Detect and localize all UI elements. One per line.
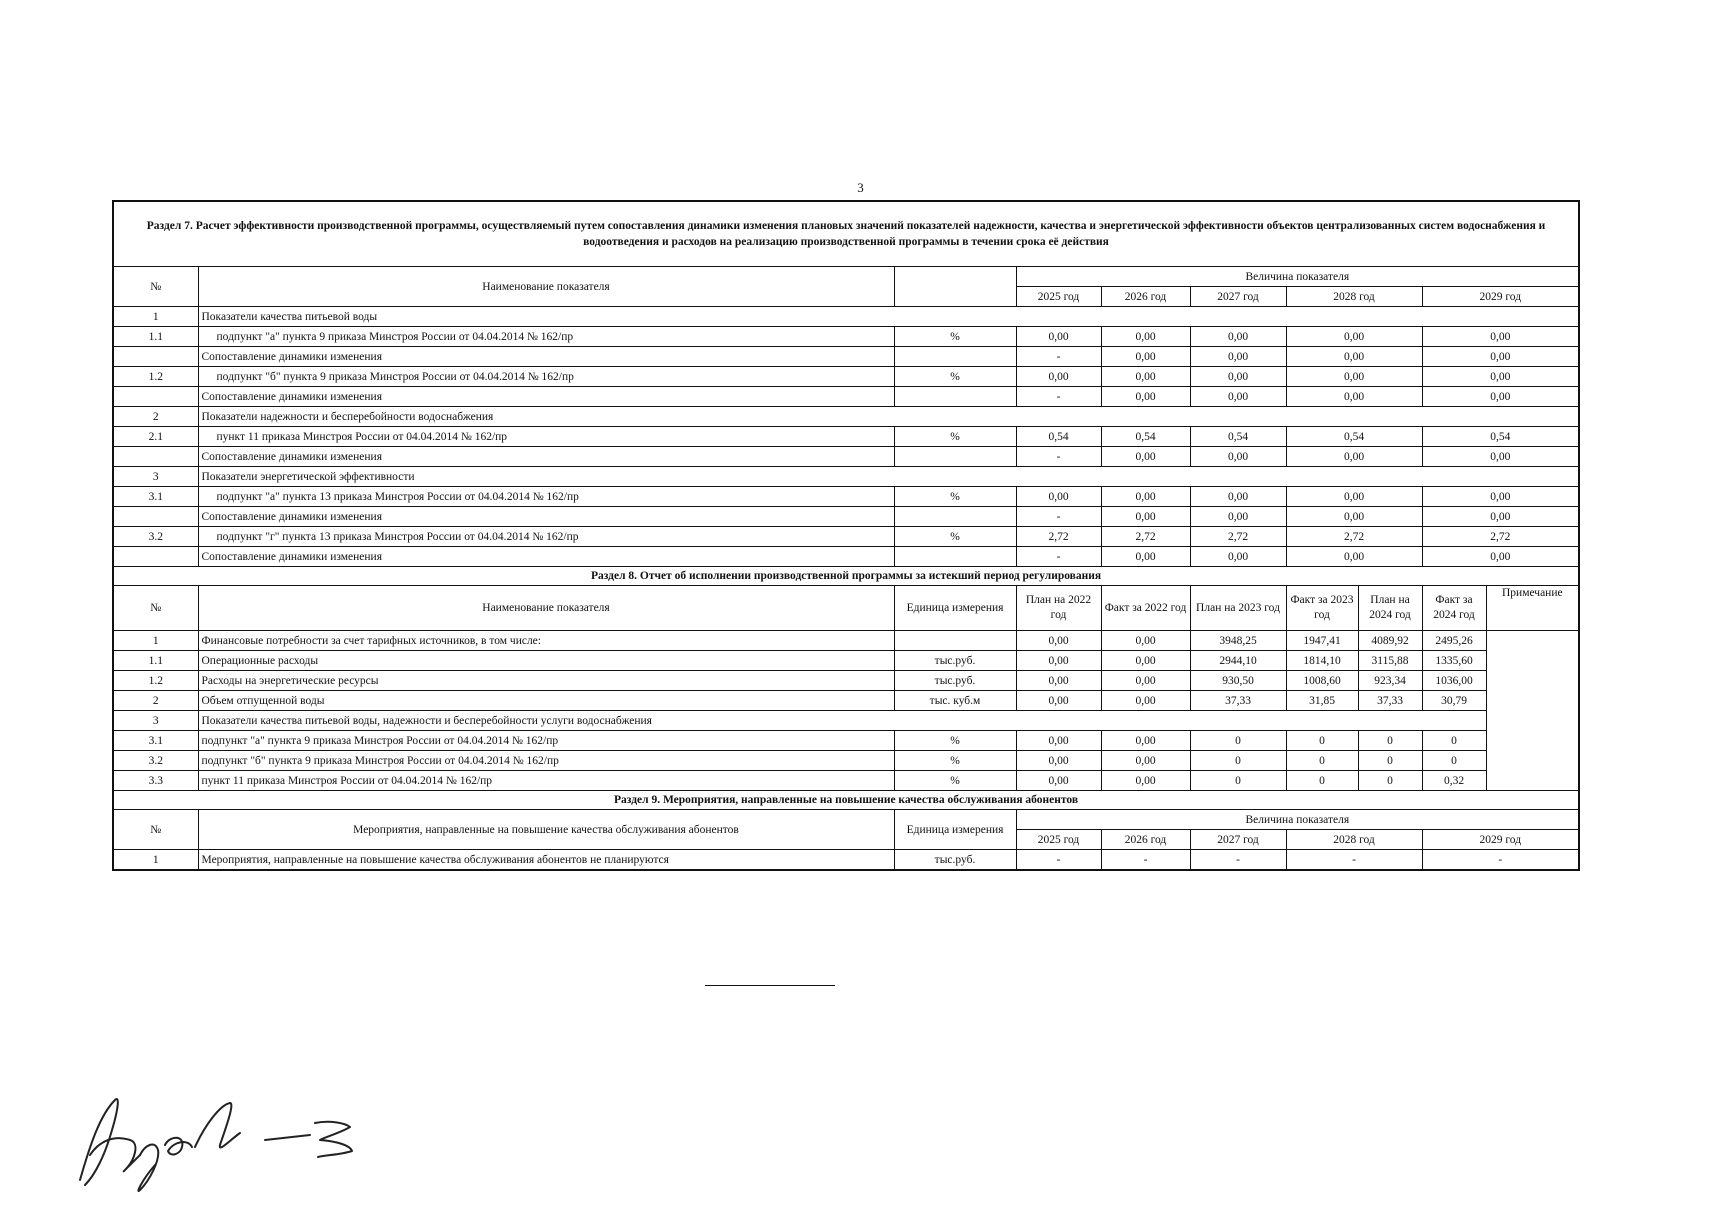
row-label: Сопоставление динамики изменения [198,507,894,527]
row-number: 1 [113,307,198,327]
value-cell: 0,00 [1101,387,1190,407]
value-cell: 0,00 [1286,487,1422,507]
value-cell: 0,00 [1190,487,1286,507]
value-cell: 0,54 [1190,427,1286,447]
value-cell: 0,00 [1101,651,1190,671]
value-cell: 0,00 [1016,327,1101,347]
value-cell: 0,00 [1422,487,1579,507]
row-number [113,387,198,407]
value-cell: 0,00 [1016,651,1101,671]
section7-row [113,527,1579,547]
value-cell: 0,00 [1422,347,1579,367]
value-cell: 0,00 [1190,507,1286,527]
value-cell: 0,00 [1101,447,1190,467]
value-cell: 0,00 [1101,771,1190,791]
row-number: 1.1 [113,651,198,671]
section9-header-num: № [113,810,198,850]
period-header: Факт за 2024 год [1422,586,1486,631]
value-cell: 0,00 [1286,447,1422,467]
section7-header-name: Наименование показателя [198,267,894,307]
value-cell: 923,34 [1358,671,1422,691]
section8-header-note: Примечание [1486,586,1579,631]
section8-row [113,631,1579,651]
unit-cell: % [894,731,1016,751]
value-cell: 2,72 [1101,527,1190,547]
year-header: 2026 год [1101,287,1190,307]
value-cell: 0,00 [1016,751,1101,771]
section7-row [113,387,1579,407]
value-cell: 0,32 [1422,771,1486,791]
row-label: подпункт "а" пункта 13 приказа Минстроя России от 04.04.2014 № 162/пр [198,487,894,507]
row-label: пункт 11 приказа Минстроя России от 04.04.2014 № 162/пр [198,427,894,447]
value-cell: 1036,00 [1422,671,1486,691]
value-cell: 0,00 [1286,547,1422,567]
value-cell: 2495,26 [1422,631,1486,651]
row-number: 1.1 [113,327,198,347]
section9-header-name: Мероприятия, направленные на повышение качества обслуживания абонентов [198,810,894,850]
row-number [113,447,198,467]
section8-row [113,711,1579,731]
row-number: 3.2 [113,527,198,547]
row-number: 1 [113,631,198,651]
value-cell: - [1016,507,1101,527]
row-number [113,347,198,367]
section8-row [113,651,1579,671]
value-cell: 0 [1286,771,1358,791]
year-header: 2027 год [1190,287,1286,307]
row-number [113,547,198,567]
row-label: Показатели качества питьевой воды [198,307,1579,327]
page-number: 3 [857,180,864,195]
section8-header-name: Наименование показателя [198,586,894,631]
value-cell: 0,54 [1422,427,1579,447]
section7-row [113,347,1579,367]
value-cell: 0 [1190,751,1286,771]
unit-cell: % [894,487,1016,507]
value-cell: 0,54 [1016,427,1101,447]
value-cell: 0 [1422,731,1486,751]
row-label: Объем отпущенной воды [198,691,894,711]
value-cell: 0,00 [1016,731,1101,751]
section9-title-row [113,791,1579,810]
section8-row [113,691,1579,711]
value-cell: - [1286,850,1422,871]
row-label: Операционные расходы [198,651,894,671]
year-header: 2029 год [1422,830,1579,850]
note-cell [1486,631,1579,791]
unit-cell [894,387,1016,407]
unit-cell: % [894,427,1016,447]
value-cell: - [1422,850,1579,871]
value-cell: 0,00 [1286,387,1422,407]
unit-cell: % [894,327,1016,347]
value-cell: 1947,41 [1286,631,1358,651]
unit-cell: % [894,771,1016,791]
row-label: Расходы на энергетические ресурсы [198,671,894,691]
row-number: 3.2 [113,751,198,771]
year-header: 2025 год [1016,287,1101,307]
value-cell: - [1016,850,1101,871]
row-label: Сопоставление динамики изменения [198,387,894,407]
unit-cell: % [894,527,1016,547]
value-cell: 0,00 [1101,347,1190,367]
year-header: 2025 год [1016,830,1101,850]
row-label: Показатели надежности и бесперебойности водоснабжения [198,407,1579,427]
row-label: Показатели качества питьевой воды, надежности и бесперебойности услуги водоснабжения [198,711,1486,731]
value-cell: - [1190,850,1286,871]
value-cell: 0,00 [1101,547,1190,567]
year-header: 2026 год [1101,830,1190,850]
section9-body [113,850,1579,871]
value-cell: 0,00 [1422,327,1579,347]
value-cell: 0,00 [1016,487,1101,507]
section8-row [113,771,1579,791]
section9-header-row-1 [113,810,1579,830]
unit-cell: % [894,367,1016,387]
row-number: 3.1 [113,731,198,751]
value-cell: - [1016,347,1101,367]
value-cell: 0,00 [1101,507,1190,527]
row-number [113,507,198,527]
value-cell: 2,72 [1016,527,1101,547]
value-cell: 0,00 [1190,347,1286,367]
section7-header-value-group: Величина показателя [1016,267,1579,287]
value-cell: 0 [1358,731,1422,751]
period-header: План на 2024 год [1358,586,1422,631]
row-label: подпункт "г" пункта 13 приказа Минстроя России от 04.04.2014 № 162/пр [198,527,894,547]
row-number: 1 [113,850,198,871]
value-cell: 1814,10 [1286,651,1358,671]
row-number: 3.1 [113,487,198,507]
value-cell: 0,00 [1286,347,1422,367]
section7-row [113,407,1579,427]
section8-body [113,631,1579,791]
row-label: пункт 11 приказа Минстроя России от 04.04.2014 № 162/пр [198,771,894,791]
row-number: 1.2 [113,671,198,691]
value-cell: 0,00 [1422,507,1579,527]
row-label: Сопоставление динамики изменения [198,547,894,567]
value-cell: - [1016,447,1101,467]
value-cell: 0,00 [1286,507,1422,527]
section7-body [113,307,1579,567]
value-cell: 0,00 [1190,367,1286,387]
row-label: подпункт "а" пункта 9 приказа Минстроя России от 04.04.2014 № 162/пр [198,327,894,347]
row-number: 3 [113,711,198,731]
value-cell: 0,00 [1101,671,1190,691]
value-cell: 37,33 [1358,691,1422,711]
value-cell: 0,00 [1190,327,1286,347]
row-label: Финансовые потребности за счет тарифных источников, в том числе: [198,631,894,651]
value-cell: - [1016,547,1101,567]
unit-cell [894,631,1016,651]
value-cell: 0,00 [1286,367,1422,387]
row-number: 1.2 [113,367,198,387]
value-cell: 1335,60 [1422,651,1486,671]
unit-cell [894,347,1016,367]
section9-title: Раздел 9. Мероприятия, направленные на повышение качества обслуживания абонентов [113,791,1579,810]
section7-row [113,487,1579,507]
value-cell: 0,00 [1422,387,1579,407]
end-of-document-line [705,985,835,986]
row-number: 2.1 [113,427,198,447]
section7-row [113,367,1579,387]
year-header: 2028 год [1286,830,1422,850]
value-cell: 0 [1358,751,1422,771]
value-cell: 0,00 [1016,691,1101,711]
value-cell: 2944,10 [1190,651,1286,671]
row-number: 2 [113,407,198,427]
value-cell: 0,00 [1101,731,1190,751]
section8-title-row [113,567,1579,586]
value-cell: 31,85 [1286,691,1358,711]
value-cell: 0 [1286,751,1358,771]
section7-header-row-1 [113,267,1579,287]
value-cell: 4089,92 [1358,631,1422,651]
row-label: Сопоставление динамики изменения [198,447,894,467]
value-cell: 0,54 [1286,427,1422,447]
section7-header-num: № [113,267,198,307]
year-header: 2028 год [1286,287,1422,307]
section7-row [113,547,1579,567]
period-header: План на 2022 год [1016,586,1101,631]
value-cell: 0,00 [1422,367,1579,387]
section7-header-unit [894,267,1016,307]
value-cell: 0,00 [1101,327,1190,347]
value-cell: 0,00 [1016,671,1101,691]
unit-cell [894,447,1016,467]
section7-row [113,327,1579,347]
value-cell: 0 [1190,771,1286,791]
value-cell: 3948,25 [1190,631,1286,651]
section9-header-unit: Единица измерения [894,810,1016,850]
value-cell: 2,72 [1422,527,1579,547]
section8-title: Раздел 8. Отчет об исполнении производственной программы за истекший период регулирования [113,567,1579,586]
value-cell: 0,00 [1101,487,1190,507]
section7-row [113,507,1579,527]
value-cell: 0,00 [1101,631,1190,651]
section9-header-value-group: Величина показателя [1016,810,1579,830]
unit-cell [894,507,1016,527]
section7-row [113,427,1579,447]
unit-cell: тыс.руб. [894,850,1016,871]
row-number: 2 [113,691,198,711]
row-label: подпункт "б" пункта 9 приказа Минстроя России от 04.04.2014 № 162/пр [198,751,894,771]
section7-row [113,307,1579,327]
report-table [112,200,1580,871]
value-cell: 0,00 [1016,771,1101,791]
row-number: 3.3 [113,771,198,791]
value-cell: 3115,88 [1358,651,1422,671]
value-cell: 930,50 [1190,671,1286,691]
period-header: Факт за 2023 год [1286,586,1358,631]
section9-row [113,850,1579,871]
row-label: подпункт "а" пункта 9 приказа Минстроя России от 04.04.2014 № 162/пр [198,731,894,751]
value-cell: 0,54 [1101,427,1190,447]
section8-row [113,671,1579,691]
value-cell: 0,00 [1190,447,1286,467]
value-cell: 2,72 [1286,527,1422,547]
value-cell: 0,00 [1190,387,1286,407]
section8-header-num: № [113,586,198,631]
unit-cell: тыс.руб. [894,651,1016,671]
handwritten-signature [70,1085,400,1205]
value-cell: 0,00 [1422,447,1579,467]
row-label: Мероприятия, направленные на повышение качества обслуживания абонентов не планируются [198,850,894,871]
value-cell: 0,00 [1016,367,1101,387]
row-label: подпункт "б" пункта 9 приказа Минстроя России от 04.04.2014 № 162/пр [198,367,894,387]
section8-row [113,731,1579,751]
value-cell: 1008,60 [1286,671,1358,691]
value-cell: 0,00 [1016,631,1101,651]
row-number: 3 [113,467,198,487]
value-cell: 0 [1190,731,1286,751]
section7-title-row [113,201,1579,267]
value-cell: 0,00 [1101,691,1190,711]
value-cell: 30,79 [1422,691,1486,711]
value-cell: 0,00 [1101,367,1190,387]
unit-cell [894,547,1016,567]
value-cell: 0,00 [1190,547,1286,567]
value-cell: 0,00 [1422,547,1579,567]
section7-row [113,447,1579,467]
section8-header-row [113,586,1579,631]
value-cell: 0,00 [1286,327,1422,347]
year-header: 2027 год [1190,830,1286,850]
row-label: Сопоставление динамики изменения [198,347,894,367]
document-table-wrapper [112,200,1578,871]
section7-row [113,467,1579,487]
period-header: Факт за 2022 год [1101,586,1190,631]
value-cell: - [1016,387,1101,407]
value-cell: 0,00 [1101,751,1190,771]
section8-header-unit: Единица измерения [894,586,1016,631]
period-header: План на 2023 год [1190,586,1286,631]
unit-cell: тыс. куб.м [894,691,1016,711]
unit-cell: тыс.руб. [894,671,1016,691]
section7-title: Раздел 7. Расчет эффективности производственной программы, осуществляемый путем сопоставления динамики изменения плановых значений показателей надежности, качества и энергетической эффективности объектов централизованных систем водоснабжения и водоотведения и расходов на реализацию производственной программы в течении срока её действия [113,201,1579,267]
row-label: Показатели энергетической эффективности [198,467,1579,487]
value-cell: 0 [1358,771,1422,791]
value-cell: 0 [1286,731,1358,751]
year-header: 2029 год [1422,287,1579,307]
value-cell: 2,72 [1190,527,1286,547]
value-cell: 37,33 [1190,691,1286,711]
value-cell: - [1101,850,1190,871]
section8-row [113,751,1579,771]
value-cell: 0 [1422,751,1486,771]
unit-cell: % [894,751,1016,771]
